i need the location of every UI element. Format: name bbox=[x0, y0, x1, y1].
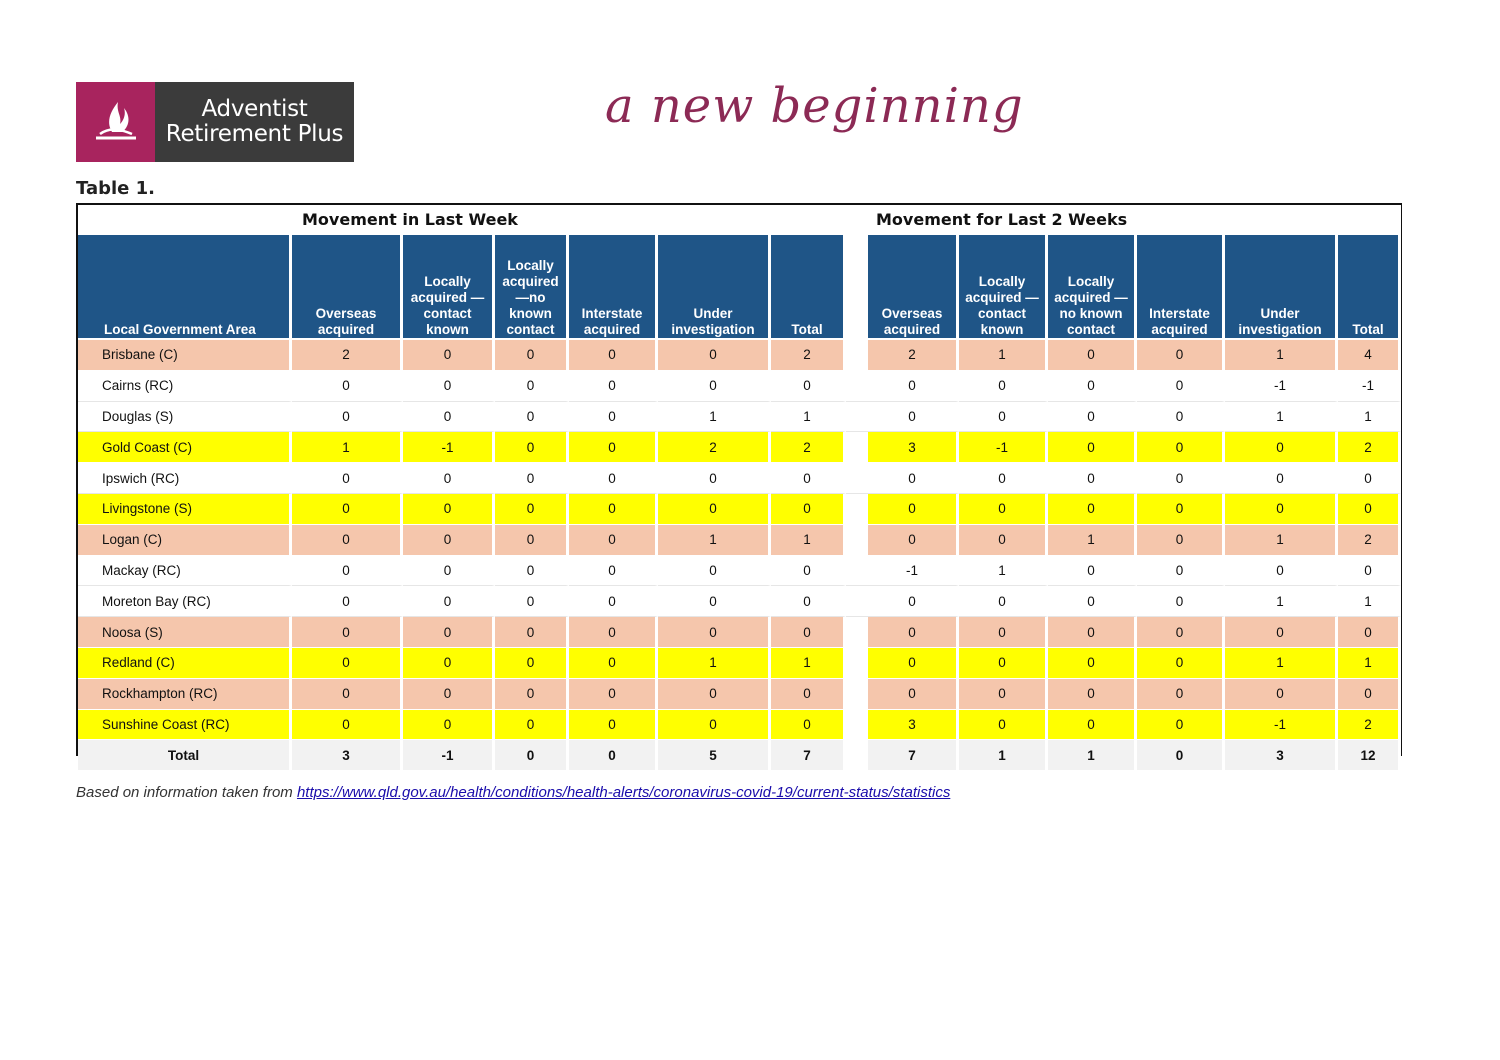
week-value-cell: 0 bbox=[495, 371, 569, 402]
lga-name-cell: Douglas (S) bbox=[78, 402, 292, 433]
week-value-cell: 0 bbox=[658, 340, 771, 371]
col-header-two-weeks-2: Locally acquired —no known contact bbox=[1048, 235, 1137, 340]
week-value-cell: 0 bbox=[569, 525, 658, 556]
table-row bbox=[78, 710, 1401, 741]
week-value-cell: 0 bbox=[403, 556, 495, 587]
week-value-cell: 5 bbox=[658, 740, 771, 771]
two-weeks-value-cell: 0 bbox=[868, 494, 959, 525]
two-weeks-value-cell: 0 bbox=[1048, 494, 1137, 525]
two-weeks-value-cell: 0 bbox=[1048, 432, 1137, 463]
two-weeks-value-cell: 1 bbox=[1338, 586, 1401, 617]
two-weeks-value-cell: 0 bbox=[1137, 648, 1225, 679]
table-row bbox=[78, 432, 1401, 463]
week-value-cell: 0 bbox=[403, 710, 495, 741]
two-weeks-value-cell: 0 bbox=[1048, 556, 1137, 587]
week-value-cell: 0 bbox=[403, 648, 495, 679]
week-value-cell: 0 bbox=[495, 648, 569, 679]
two-weeks-value-cell: 0 bbox=[1137, 432, 1225, 463]
two-weeks-value-cell: 0 bbox=[1338, 617, 1401, 648]
week-value-cell: 0 bbox=[403, 617, 495, 648]
two-weeks-value-cell: 0 bbox=[959, 679, 1048, 710]
col-header-week-4: Under investigation bbox=[658, 235, 771, 340]
week-value-cell: 0 bbox=[403, 586, 495, 617]
column-gap bbox=[846, 586, 868, 617]
brand-name bbox=[155, 82, 354, 162]
week-value-cell: 1 bbox=[658, 648, 771, 679]
week-value-cell: 0 bbox=[403, 463, 495, 494]
two-weeks-value-cell: 0 bbox=[1048, 617, 1137, 648]
two-weeks-value-cell: 1 bbox=[1225, 586, 1338, 617]
week-value-cell: 2 bbox=[771, 340, 846, 371]
table-row bbox=[78, 648, 1401, 679]
two-weeks-value-cell: 0 bbox=[1338, 494, 1401, 525]
column-gap bbox=[846, 617, 868, 648]
col-header-week-1: Locally acquired —contact known bbox=[403, 235, 495, 340]
two-weeks-value-cell: -1 bbox=[868, 556, 959, 587]
source-link[interactable]: https://www.qld.gov.au/health/conditions/health-alerts/coronavirus-covid-19/current-status/statistics bbox=[296, 784, 951, 801]
week-value-cell: 0 bbox=[569, 617, 658, 648]
two-weeks-value-cell: 0 bbox=[1225, 432, 1338, 463]
week-value-cell: 0 bbox=[292, 371, 403, 402]
two-weeks-value-cell: 0 bbox=[868, 402, 959, 433]
two-weeks-value-cell: 0 bbox=[868, 679, 959, 710]
week-value-cell: 0 bbox=[292, 494, 403, 525]
column-gap bbox=[846, 525, 868, 556]
week-value-cell: 0 bbox=[658, 371, 771, 402]
week-value-cell: 0 bbox=[495, 402, 569, 433]
week-value-cell: 0 bbox=[403, 402, 495, 433]
week-value-cell: 1 bbox=[658, 525, 771, 556]
column-gap bbox=[846, 402, 868, 433]
week-value-cell: 1 bbox=[292, 432, 403, 463]
two-weeks-value-cell: 0 bbox=[1137, 617, 1225, 648]
table-row bbox=[78, 586, 1401, 617]
total-row bbox=[78, 740, 1401, 771]
week-value-cell: 0 bbox=[569, 402, 658, 433]
week-value-cell: 0 bbox=[495, 556, 569, 587]
week-value-cell: -1 bbox=[403, 740, 495, 771]
two-weeks-value-cell: 0 bbox=[959, 648, 1048, 679]
two-weeks-value-cell: 1 bbox=[1225, 340, 1338, 371]
week-value-cell: 0 bbox=[292, 710, 403, 741]
two-weeks-value-cell: 0 bbox=[1225, 463, 1338, 494]
week-value-cell: 0 bbox=[569, 648, 658, 679]
week-value-cell: 0 bbox=[658, 586, 771, 617]
two-weeks-value-cell: 0 bbox=[1137, 556, 1225, 587]
two-weeks-value-cell: 2 bbox=[1338, 710, 1401, 741]
week-value-cell: 0 bbox=[771, 679, 846, 710]
week-value-cell: 0 bbox=[495, 432, 569, 463]
week-value-cell: 0 bbox=[771, 556, 846, 587]
week-value-cell: 0 bbox=[569, 340, 658, 371]
two-weeks-value-cell: 0 bbox=[1137, 494, 1225, 525]
two-weeks-value-cell: 1 bbox=[959, 556, 1048, 587]
week-value-cell: 0 bbox=[569, 463, 658, 494]
week-value-cell: 0 bbox=[569, 432, 658, 463]
two-weeks-value-cell: 0 bbox=[1048, 340, 1137, 371]
lga-name-cell: Brisbane (C) bbox=[78, 340, 292, 371]
col-header-lga: Local Government Area bbox=[78, 235, 292, 340]
table-row bbox=[78, 556, 1401, 587]
two-weeks-value-cell: 3 bbox=[1225, 740, 1338, 771]
lga-name-cell: Livingstone (S) bbox=[78, 494, 292, 525]
table-body bbox=[78, 340, 1401, 771]
two-weeks-value-cell: 0 bbox=[1137, 402, 1225, 433]
two-weeks-value-cell: 3 bbox=[868, 710, 959, 741]
column-header-row bbox=[78, 235, 1401, 340]
two-weeks-value-cell: 0 bbox=[868, 463, 959, 494]
col-header-two-weeks-5: Total bbox=[1338, 235, 1401, 340]
week-value-cell: 0 bbox=[495, 710, 569, 741]
week-value-cell: 1 bbox=[658, 402, 771, 433]
week-value-cell: 0 bbox=[495, 463, 569, 494]
week-value-cell: 0 bbox=[292, 525, 403, 556]
table-row bbox=[78, 679, 1401, 710]
column-gap bbox=[846, 463, 868, 494]
two-weeks-value-cell: 0 bbox=[1137, 371, 1225, 402]
two-weeks-value-cell: 0 bbox=[959, 494, 1048, 525]
col-header-two-weeks-4: Under investigation bbox=[1225, 235, 1338, 340]
week-value-cell: 1 bbox=[771, 648, 846, 679]
week-value-cell: 0 bbox=[403, 494, 495, 525]
week-value-cell: 0 bbox=[495, 679, 569, 710]
two-weeks-value-cell: 1 bbox=[959, 340, 1048, 371]
tagline: a new beginning bbox=[605, 78, 1024, 134]
week-value-cell: 0 bbox=[658, 679, 771, 710]
two-weeks-value-cell: 1 bbox=[959, 740, 1048, 771]
two-weeks-value-cell: 12 bbox=[1338, 740, 1401, 771]
column-gap bbox=[846, 648, 868, 679]
column-gap bbox=[846, 235, 868, 340]
lga-name-cell: Rockhampton (RC) bbox=[78, 679, 292, 710]
col-header-week-5: Total bbox=[771, 235, 846, 340]
week-value-cell: 1 bbox=[771, 525, 846, 556]
two-weeks-value-cell: 0 bbox=[868, 525, 959, 556]
week-value-cell: 0 bbox=[569, 710, 658, 741]
lga-name-cell: Redland (C) bbox=[78, 648, 292, 679]
col-header-week-0: Overseas acquired bbox=[292, 235, 403, 340]
week-value-cell: 0 bbox=[771, 617, 846, 648]
table-row bbox=[78, 525, 1401, 556]
week-value-cell: 0 bbox=[495, 617, 569, 648]
two-weeks-value-cell: 0 bbox=[1048, 679, 1137, 710]
two-weeks-value-cell: 0 bbox=[868, 617, 959, 648]
two-weeks-value-cell: 0 bbox=[1225, 617, 1338, 648]
week-value-cell: 0 bbox=[403, 679, 495, 710]
two-weeks-value-cell: 0 bbox=[1048, 463, 1137, 494]
week-value-cell: -1 bbox=[403, 432, 495, 463]
column-gap bbox=[846, 679, 868, 710]
week-value-cell: 0 bbox=[771, 371, 846, 402]
week-value-cell: 0 bbox=[569, 740, 658, 771]
two-weeks-value-cell: 0 bbox=[959, 525, 1048, 556]
week-value-cell: 0 bbox=[495, 494, 569, 525]
two-weeks-value-cell: 0 bbox=[1137, 463, 1225, 494]
two-weeks-value-cell: 0 bbox=[868, 586, 959, 617]
two-weeks-value-cell: 0 bbox=[959, 463, 1048, 494]
two-weeks-value-cell: 1 bbox=[1225, 648, 1338, 679]
lga-name-cell: Noosa (S) bbox=[78, 617, 292, 648]
two-weeks-value-cell: -1 bbox=[1225, 710, 1338, 741]
table-row bbox=[78, 402, 1401, 433]
week-value-cell: 0 bbox=[292, 586, 403, 617]
group-last-2-weeks: Movement for Last 2 Weeks bbox=[868, 205, 1401, 235]
source-note-prefix: Based on information taken from bbox=[76, 784, 297, 801]
two-weeks-value-cell: 7 bbox=[868, 740, 959, 771]
week-value-cell: 0 bbox=[495, 525, 569, 556]
two-weeks-value-cell: 0 bbox=[1225, 494, 1338, 525]
lga-name-cell: Sunshine Coast (RC) bbox=[78, 710, 292, 741]
two-weeks-value-cell: 2 bbox=[1338, 525, 1401, 556]
table-row bbox=[78, 617, 1401, 648]
brand-name-line2: Retirement Plus bbox=[165, 121, 344, 147]
week-value-cell: 0 bbox=[403, 340, 495, 371]
week-value-cell: 0 bbox=[292, 648, 403, 679]
lga-name-cell: Mackay (RC) bbox=[78, 556, 292, 587]
two-weeks-value-cell: 1 bbox=[1048, 525, 1137, 556]
column-gap bbox=[846, 371, 868, 402]
group-last-week: Movement in Last Week bbox=[292, 205, 846, 235]
movement-table bbox=[76, 203, 1402, 763]
week-value-cell: 0 bbox=[658, 617, 771, 648]
two-weeks-value-cell: 0 bbox=[959, 402, 1048, 433]
column-gap bbox=[846, 494, 868, 525]
week-value-cell: 0 bbox=[495, 740, 569, 771]
table-title: Table 1. bbox=[76, 178, 155, 199]
brand-logo bbox=[76, 82, 354, 162]
week-value-cell: 0 bbox=[292, 556, 403, 587]
brand-name-line1: Adventist bbox=[201, 96, 308, 122]
two-weeks-value-cell: 2 bbox=[1338, 432, 1401, 463]
two-weeks-value-cell: 1 bbox=[1338, 402, 1401, 433]
table-row bbox=[78, 371, 1401, 402]
table-row bbox=[78, 340, 1401, 371]
group-header-row bbox=[78, 205, 1401, 235]
col-header-two-weeks-1: Locally acquired —contact known bbox=[959, 235, 1048, 340]
col-header-two-weeks-0: Overseas acquired bbox=[868, 235, 959, 340]
column-gap bbox=[846, 432, 868, 463]
week-value-cell: 0 bbox=[292, 463, 403, 494]
two-weeks-value-cell: 0 bbox=[1137, 525, 1225, 556]
two-weeks-value-cell: 3 bbox=[868, 432, 959, 463]
two-weeks-value-cell: 0 bbox=[1225, 679, 1338, 710]
col-header-week-2: Locally acquired —no known contact bbox=[495, 235, 569, 340]
week-value-cell: 0 bbox=[771, 710, 846, 741]
two-weeks-value-cell: 0 bbox=[1338, 556, 1401, 587]
two-weeks-value-cell: 0 bbox=[1048, 710, 1137, 741]
column-gap bbox=[846, 556, 868, 587]
week-value-cell: 7 bbox=[771, 740, 846, 771]
church-flame-logo-icon bbox=[76, 82, 155, 162]
week-value-cell: 0 bbox=[403, 525, 495, 556]
two-weeks-value-cell: 1 bbox=[1048, 740, 1137, 771]
two-weeks-value-cell: 0 bbox=[959, 710, 1048, 741]
two-weeks-value-cell: 0 bbox=[868, 371, 959, 402]
two-weeks-value-cell: 0 bbox=[1137, 340, 1225, 371]
col-header-week-3: Interstate acquired bbox=[569, 235, 658, 340]
week-value-cell: 0 bbox=[658, 463, 771, 494]
two-weeks-value-cell: 0 bbox=[1338, 679, 1401, 710]
week-value-cell: 0 bbox=[658, 556, 771, 587]
two-weeks-value-cell: 1 bbox=[1225, 402, 1338, 433]
two-weeks-value-cell: 0 bbox=[1048, 586, 1137, 617]
week-value-cell: 0 bbox=[771, 494, 846, 525]
lga-name-cell: Moreton Bay (RC) bbox=[78, 586, 292, 617]
two-weeks-value-cell: 0 bbox=[1048, 371, 1137, 402]
two-weeks-value-cell: 0 bbox=[959, 371, 1048, 402]
lga-name-cell: Gold Coast (C) bbox=[78, 432, 292, 463]
two-weeks-value-cell: 0 bbox=[959, 586, 1048, 617]
week-value-cell: 0 bbox=[569, 371, 658, 402]
two-weeks-value-cell: 1 bbox=[1225, 525, 1338, 556]
week-value-cell: 0 bbox=[292, 679, 403, 710]
week-value-cell: 1 bbox=[771, 402, 846, 433]
column-gap bbox=[846, 710, 868, 741]
two-weeks-value-cell: 0 bbox=[1137, 710, 1225, 741]
week-value-cell: 0 bbox=[658, 494, 771, 525]
lga-name-cell: Cairns (RC) bbox=[78, 371, 292, 402]
table-row bbox=[78, 463, 1401, 494]
week-value-cell: 2 bbox=[292, 340, 403, 371]
two-weeks-value-cell: 0 bbox=[1137, 679, 1225, 710]
col-header-two-weeks-3: Interstate acquired bbox=[1137, 235, 1225, 340]
week-value-cell: 0 bbox=[569, 586, 658, 617]
lga-name-cell: Total bbox=[78, 740, 292, 771]
week-value-cell: 0 bbox=[403, 371, 495, 402]
two-weeks-value-cell: 1 bbox=[1338, 648, 1401, 679]
two-weeks-value-cell: -1 bbox=[959, 432, 1048, 463]
two-weeks-value-cell: 0 bbox=[868, 648, 959, 679]
source-note bbox=[76, 784, 950, 801]
week-value-cell: 3 bbox=[292, 740, 403, 771]
two-weeks-value-cell: 0 bbox=[1048, 648, 1137, 679]
week-value-cell: 2 bbox=[658, 432, 771, 463]
two-weeks-value-cell: 0 bbox=[1137, 740, 1225, 771]
week-value-cell: 0 bbox=[292, 617, 403, 648]
week-value-cell: 0 bbox=[569, 679, 658, 710]
column-gap bbox=[846, 740, 868, 771]
two-weeks-value-cell: 0 bbox=[1225, 556, 1338, 587]
two-weeks-value-cell: 0 bbox=[1048, 402, 1137, 433]
week-value-cell: 0 bbox=[658, 710, 771, 741]
week-value-cell: 0 bbox=[569, 556, 658, 587]
week-value-cell: 0 bbox=[495, 340, 569, 371]
week-value-cell: 2 bbox=[771, 432, 846, 463]
two-weeks-value-cell: 0 bbox=[959, 617, 1048, 648]
two-weeks-value-cell: 0 bbox=[1338, 463, 1401, 494]
lga-name-cell: Ipswich (RC) bbox=[78, 463, 292, 494]
two-weeks-value-cell: 0 bbox=[1137, 586, 1225, 617]
column-gap bbox=[846, 340, 868, 371]
lga-name-cell: Logan (C) bbox=[78, 525, 292, 556]
week-value-cell: 0 bbox=[771, 586, 846, 617]
two-weeks-value-cell: -1 bbox=[1225, 371, 1338, 402]
week-value-cell: 0 bbox=[495, 586, 569, 617]
week-value-cell: 0 bbox=[771, 463, 846, 494]
two-weeks-value-cell: -1 bbox=[1338, 371, 1401, 402]
two-weeks-value-cell: 2 bbox=[868, 340, 959, 371]
week-value-cell: 0 bbox=[569, 494, 658, 525]
table-row bbox=[78, 494, 1401, 525]
two-weeks-value-cell: 4 bbox=[1338, 340, 1401, 371]
week-value-cell: 0 bbox=[292, 402, 403, 433]
